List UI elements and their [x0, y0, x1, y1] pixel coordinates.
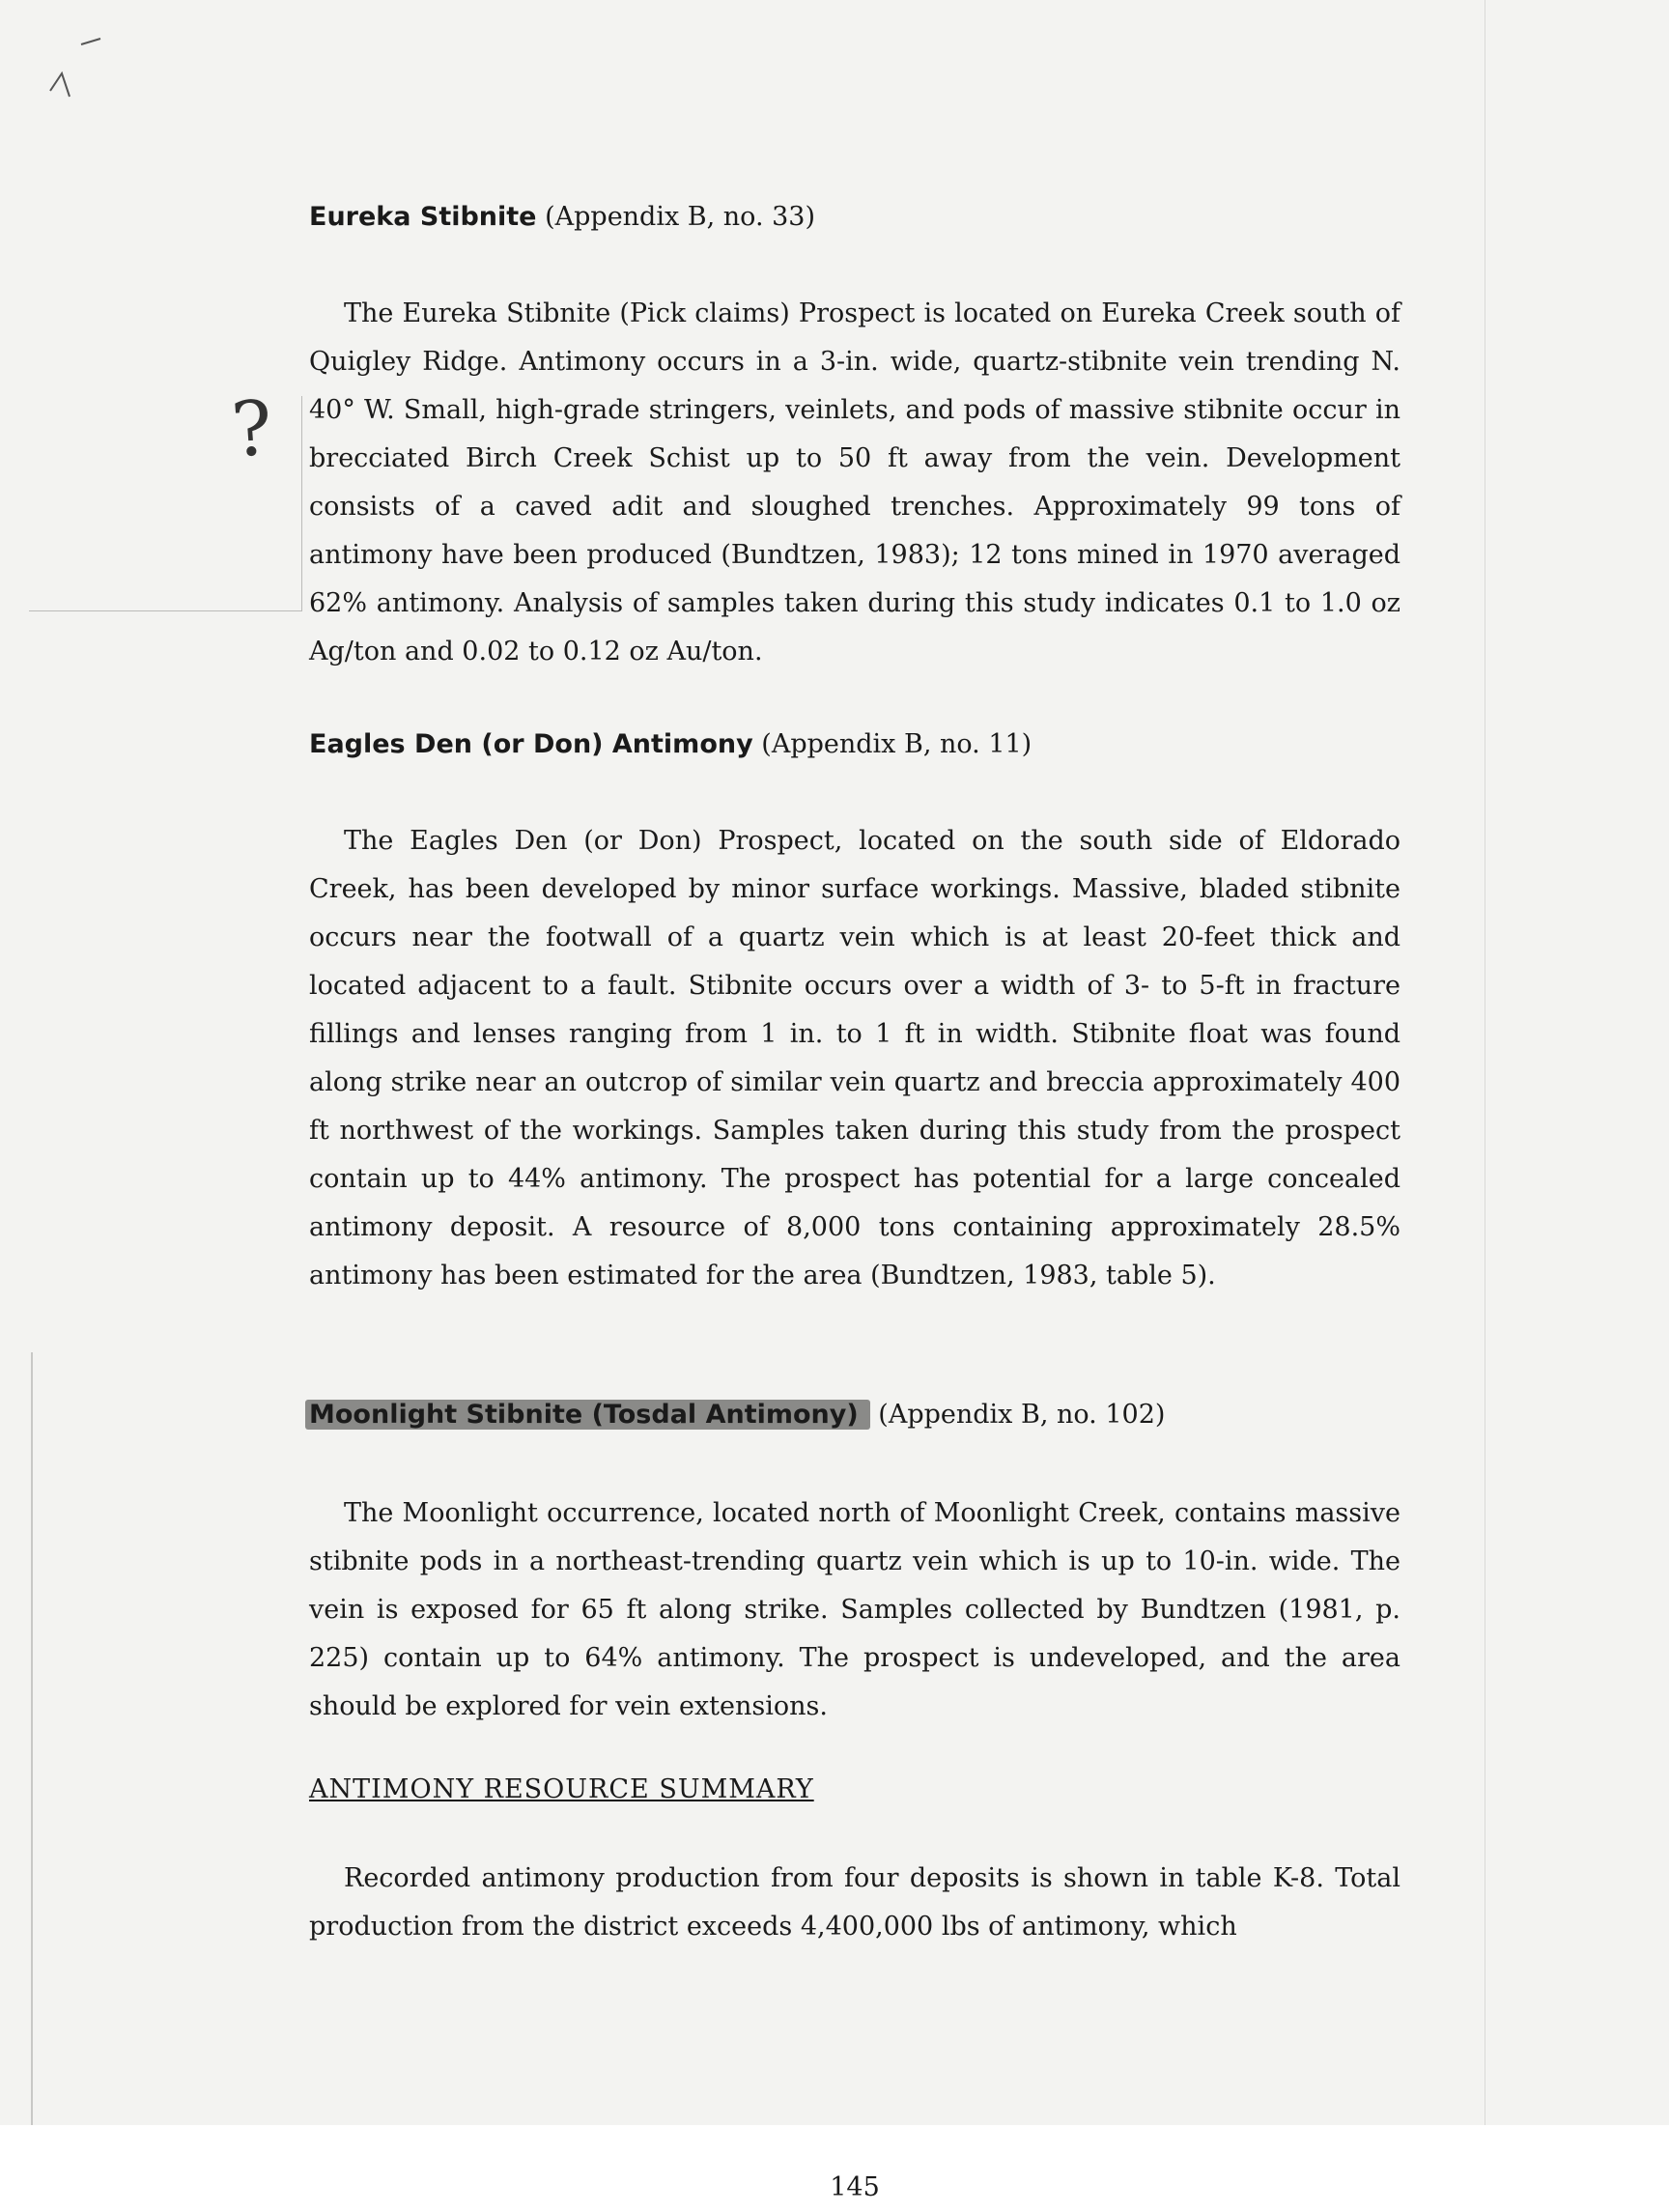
section-heading-eureka	[309, 193, 815, 241]
section-title: Eagles Den (or Don) Antimony	[309, 729, 753, 759]
section-reference: (Appendix B, no. 33)	[545, 202, 816, 232]
summary-paragraph: Recorded antimony production from four deposits is shown in table K-8. Total production from the district exceeds 4,400,000 lbs of antimony, which	[309, 1863, 1400, 1942]
section-title: Eureka Stibnite	[309, 202, 537, 232]
highlighted-section-title: Moonlight Stibnite (Tosdal Antimony)	[305, 1400, 870, 1430]
corner-pencil-mark	[42, 33, 139, 110]
section-paragraph-moonlight: The Moonlight occurrence, located north of Moonlight Creek, contains massive stibnite pods in a northeast-trending quartz vein which is up to 10-in. wide. The vein is exposed for 65 ft along strike. Samples collected by Bundtzen (1981, p. 225) contain up to 64% antimony. The prospect is undeveloped, and the area should be explored for vein extensions.	[309, 1498, 1400, 1721]
section-reference: (Appendix B, no. 11)	[761, 729, 1033, 759]
section-paragraph-eagles-den: The Eagles Den (or Don) Prospect, located on the south side of Eldorado Creek, has been developed by minor surface workings. Massive, bladed stibnite occurs near the footwall of a quartz vein which is at least 20-feet thick and located adjacent to a fault. Stibnite occurs over a width of 3- to 5-ft in fracture fillings and lenses ranging from 1 in. to 1 ft in width. Stibnite float was found along strike near an outcrop of similar vein quartz and breccia approximately 400 ft northwest of the workings. Samples taken during this study from the prospect contain up to 44% antimony. The prospect has potential for a large concealed antimony deposit. A resource of 8,000 tons containing approximately 28.5% antimony has been estimated for the area (Bundtzen, 1983, table 5).	[309, 826, 1400, 1290]
section-heading-eagles-den	[309, 721, 1032, 769]
section-heading-moonlight	[309, 1391, 1165, 1439]
page-edge-line	[31, 1352, 33, 2125]
page-number: 145	[830, 2172, 880, 2202]
summary-heading: ANTIMONY RESOURCE SUMMARY	[309, 1774, 814, 1804]
section-reference: (Appendix B, no. 102)	[878, 1400, 1166, 1430]
section-paragraph-eureka: The Eureka Stibnite (Pick claims) Prospect is located on Eureka Creek south of Quigley Ridge. Antimony occurs in a 3-in. wide, quartz-stibnite vein trending N. 40° W. Small, high-grade stringers, veinlets, and pods of massive stibnite occur in brecciated Birch Creek Schist up to 50 ft away from the vein. Development consists of a caved adit and sloughed trenches. Approximately 99 tons of antimony have been produced (Bundtzen, 1983); 12 tons mined in 1970 averaged 62% antimony. Analysis of samples taken during this study indicates 0.1 to 1.0 oz Ag/ton and 0.02 to 0.12 oz Au/ton.	[309, 298, 1400, 666]
handwritten-question-mark: ?	[228, 384, 275, 475]
